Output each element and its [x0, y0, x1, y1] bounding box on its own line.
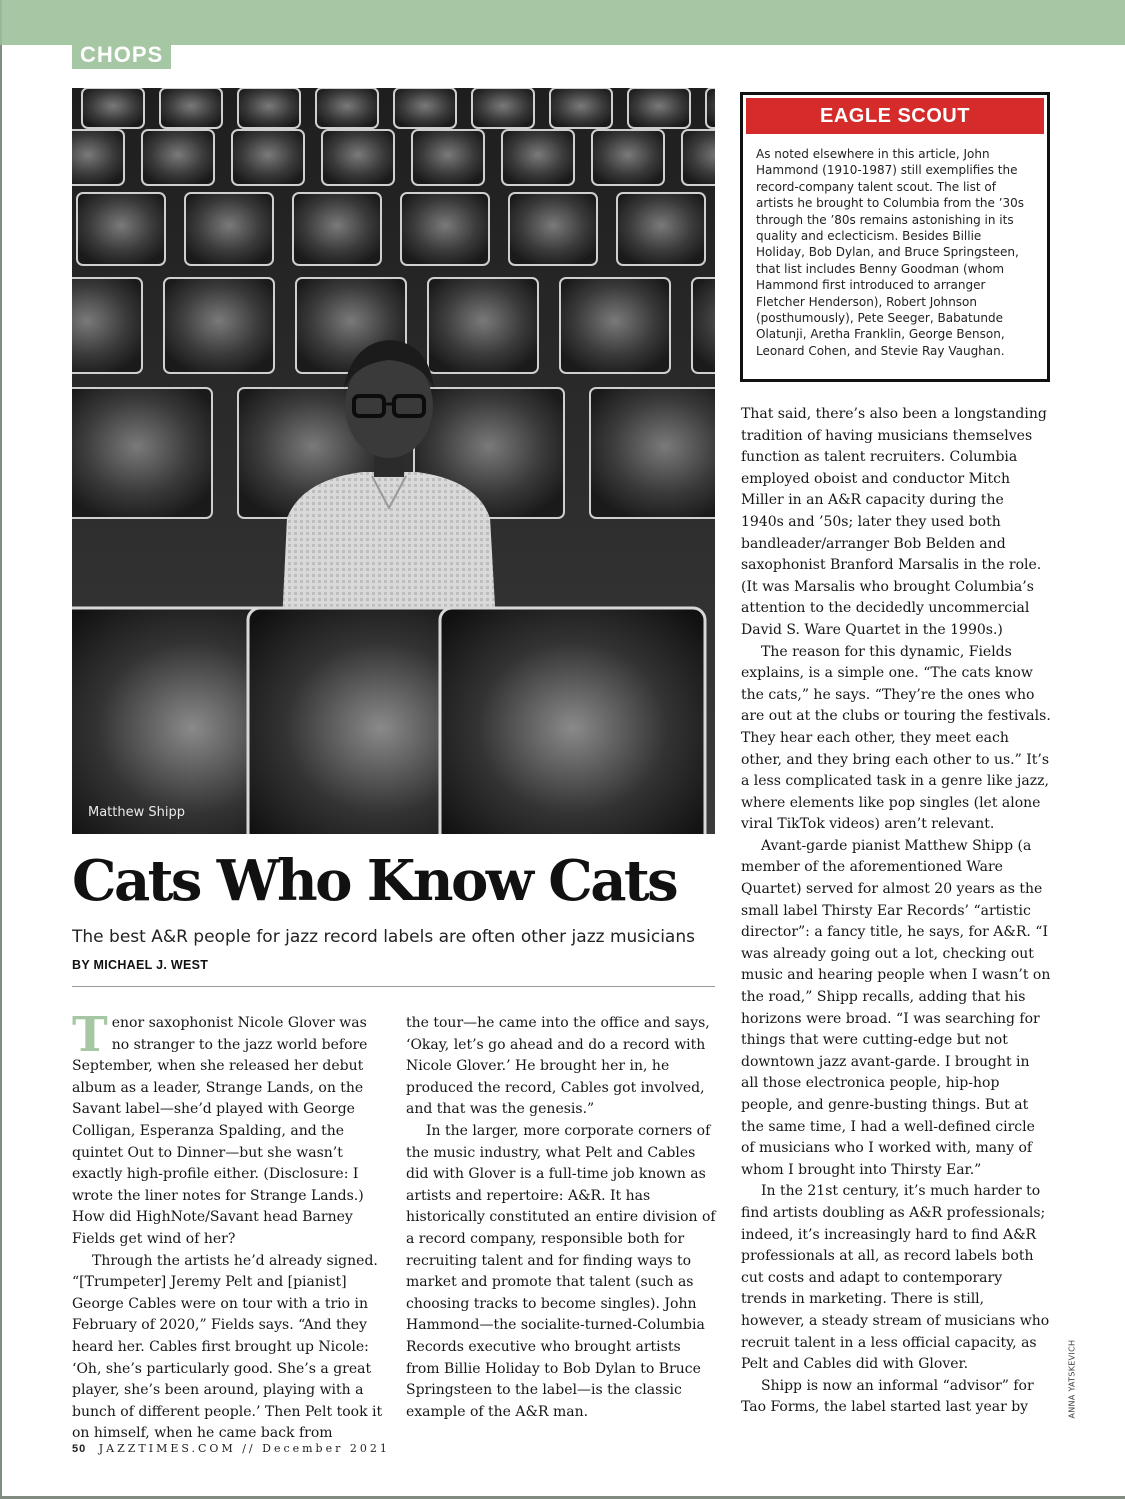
seat-back — [316, 88, 378, 128]
body-paragraph: In the larger, more corporate corners of the music industry, what Pelt and Cables did with Glover is a full-time job known as artists and repertoire: A&R. It has historically constituted an entire division of a record company, responsible both for recruiting talent and for finding ways to market and promote that talent (such as choosing tracks to become singles). John Hammond—the socialite-turned-Columbia Records executive who brought artists from Billie Holiday to Bob Dylan to Bruce Springsteen to the label—is the classic example of the A&R man. — [406, 1122, 716, 1420]
body-paragraph — [72, 1007, 388, 1251]
page-edge-rule — [0, 0, 2, 1499]
sidebar-title: EAGLE SCOUT — [746, 98, 1044, 134]
seat-back — [72, 130, 124, 185]
seat-back — [617, 193, 705, 265]
seat-back — [232, 130, 304, 185]
sidebar-box — [740, 92, 1050, 382]
page-footer — [72, 1442, 390, 1455]
seat-back — [142, 130, 214, 185]
paragraph-text: enor saxophonist Nicole Glover was no stranger to the jazz world before September, when she released her debut album as a leader, Strange Lands, on the Savant label—she’d played with George Colligan, Esperanza Spalding, and the quintet Out to Dinner—but she wasn’t exactly high-profile either. (Disclosure: I wrote the liner notes for Strange Lands.) How did HighNote/Savant head Barney Fields get wind of her? — [72, 1015, 368, 1247]
seat-back — [706, 88, 715, 128]
seat-back — [550, 88, 612, 128]
body-column-1 — [72, 1007, 388, 1445]
seat-back — [692, 278, 715, 373]
seat-back — [72, 278, 142, 373]
body-paragraph: In the 21st century, it’s much harder to find artists doubling as A&R professionals; indeed, it’s increasingly hard to find A&R professionals at all, as record labels both cut costs and adapt to contemporary trends in marketing. There is still, however, a steady stream of musicians who recruit talent in a less official capacity, as Pelt and Cables did with Glover. — [741, 1183, 1050, 1373]
body-paragraph: The reason for this dynamic, Fields explains, is a simple one. “The cats know the cats,” he says. “They’re the ones who are out at the clubs or touring the festivals. They hear each other, they meet each other, and they bring each other to us.” It’s a less complicated task in a genre like jazz, where elements like pop singles (let alone viral TikTok videos) aren’t relevant. — [741, 643, 1051, 833]
seat-back — [238, 88, 300, 128]
seat-back — [160, 88, 222, 128]
seat-back — [77, 193, 165, 265]
seat-back — [82, 88, 144, 128]
photo-credit — [1064, 1340, 1078, 1420]
body-paragraph: That said, there’s also been a longstanding tradition of having musicians themselves function as talent recruiters. Columbia employed oboist and conductor Mitch Miller in an A&R capacity during the 1940s and ’50s; later they used both bandleader/arranger Bob Belden and saxophonist Branford Marsalis in the role. (It was Marsalis who brought Columbia’s attention to the decidedly uncommercial David S. Ware Quartet in the 1990s.) — [741, 406, 1047, 638]
seat-back — [628, 88, 690, 128]
article-deck: The best A&R people for jazz record labels are often other jazz musicians — [72, 927, 695, 947]
front-seat-back — [440, 608, 705, 834]
article-title: Cats Who Know Cats — [72, 848, 677, 914]
body-column-2 — [406, 1013, 716, 1423]
page-number: 50 — [72, 1443, 87, 1455]
section-tag: CHOPS — [72, 40, 171, 69]
publication-name: JAZZTIMES.COM — [98, 1442, 236, 1455]
issue-date: December 2021 — [262, 1442, 390, 1455]
photo-illustration — [72, 88, 715, 834]
sidebar-text: As noted elsewhere in this article, John Hammond (1910-1987) still exemplifies the record-company talent scout. The list of artists he brought to Columbia from the ’30s through the ’80s remains astonishing in its quality and eclecticism. Besides Billie Holiday, Bob Dylan, and Bruce Springsteen, that list includes Benny Goodman (whom Hammond first introduced to arranger Fletcher Henderson), Robert Johnson (posthumously), Pete Seeger, Babatunde Olatunji, Aretha Franklin, George Benson, Leonard Cohen, and Stevie Ray Vaughan. — [756, 147, 1025, 358]
seat-back — [394, 88, 456, 128]
seat-back — [72, 388, 212, 518]
byline: BY MICHAEL J. WEST — [72, 958, 209, 972]
seat-back — [560, 278, 670, 373]
seat-back — [428, 278, 538, 373]
body-paragraph: Avant-garde pianist Matthew Shipp (a member of the aforementioned Ware Quartet) served for almost 20 years as the small label Thirsty Ear Records’ “artistic director”: a fancy title, he says, for A&R. “I was already going out a lot, checking out music and hearing people when I wasn’t on the road,” Shipp recalls, adding that his horizons were broad. “I was searching for things that were cutting-edge but not downtown jazz avant-garde. I brought in all those electronica people, hip-hop people, and genre-busting things. But at the same time, I had a well-defined circle of musicians who I worked with, many of whom I brought into Thirsty Ear.” — [741, 837, 1051, 1178]
body-paragraph: Through the artists he’d already signed. “[Trumpeter] Jeremy Pelt and [pianist] George Cables were on tour with a trio in February of 2020,” Fields says. “And they heard her. Cables first brought up Nicole: ‘Oh, she’s particularly good. She’s a great player, she’s been around, playing with a bunch of different people.’ Then Pelt took it on himself, when he came back from — [72, 1252, 383, 1442]
footer-separator: // — [242, 1442, 256, 1455]
seat-back — [412, 130, 484, 185]
seat-back — [509, 193, 597, 265]
seat-back — [590, 388, 715, 518]
seat-back — [592, 130, 664, 185]
body-paragraph: the tour—he came into the office and says, ‘Okay, let’s go ahead and do a record with Nicole Glover.’ He brought her in, he produced the record, Cables got involved, and that was the genesis.” — [406, 1015, 710, 1118]
seat-back — [682, 130, 715, 185]
seat-back — [322, 130, 394, 185]
seat-back — [401, 193, 489, 265]
seat-back — [164, 278, 274, 373]
photo-credit-text: ANNA YATSKEVICH — [1067, 1339, 1077, 1419]
divider — [72, 986, 715, 987]
body-column-3 — [741, 404, 1051, 1419]
seat-back — [185, 193, 273, 265]
drop-cap: T — [72, 1007, 108, 1063]
header-band — [0, 0, 1125, 45]
seat-back — [293, 193, 381, 265]
article-photo — [72, 88, 715, 834]
body-paragraph: Shipp is now an informal “advisor” for Tao Forms, the label started last year by — [741, 1377, 1034, 1416]
photo-caption: Matthew Shipp — [88, 805, 185, 820]
seat-back — [502, 130, 574, 185]
seat-back — [472, 88, 534, 128]
